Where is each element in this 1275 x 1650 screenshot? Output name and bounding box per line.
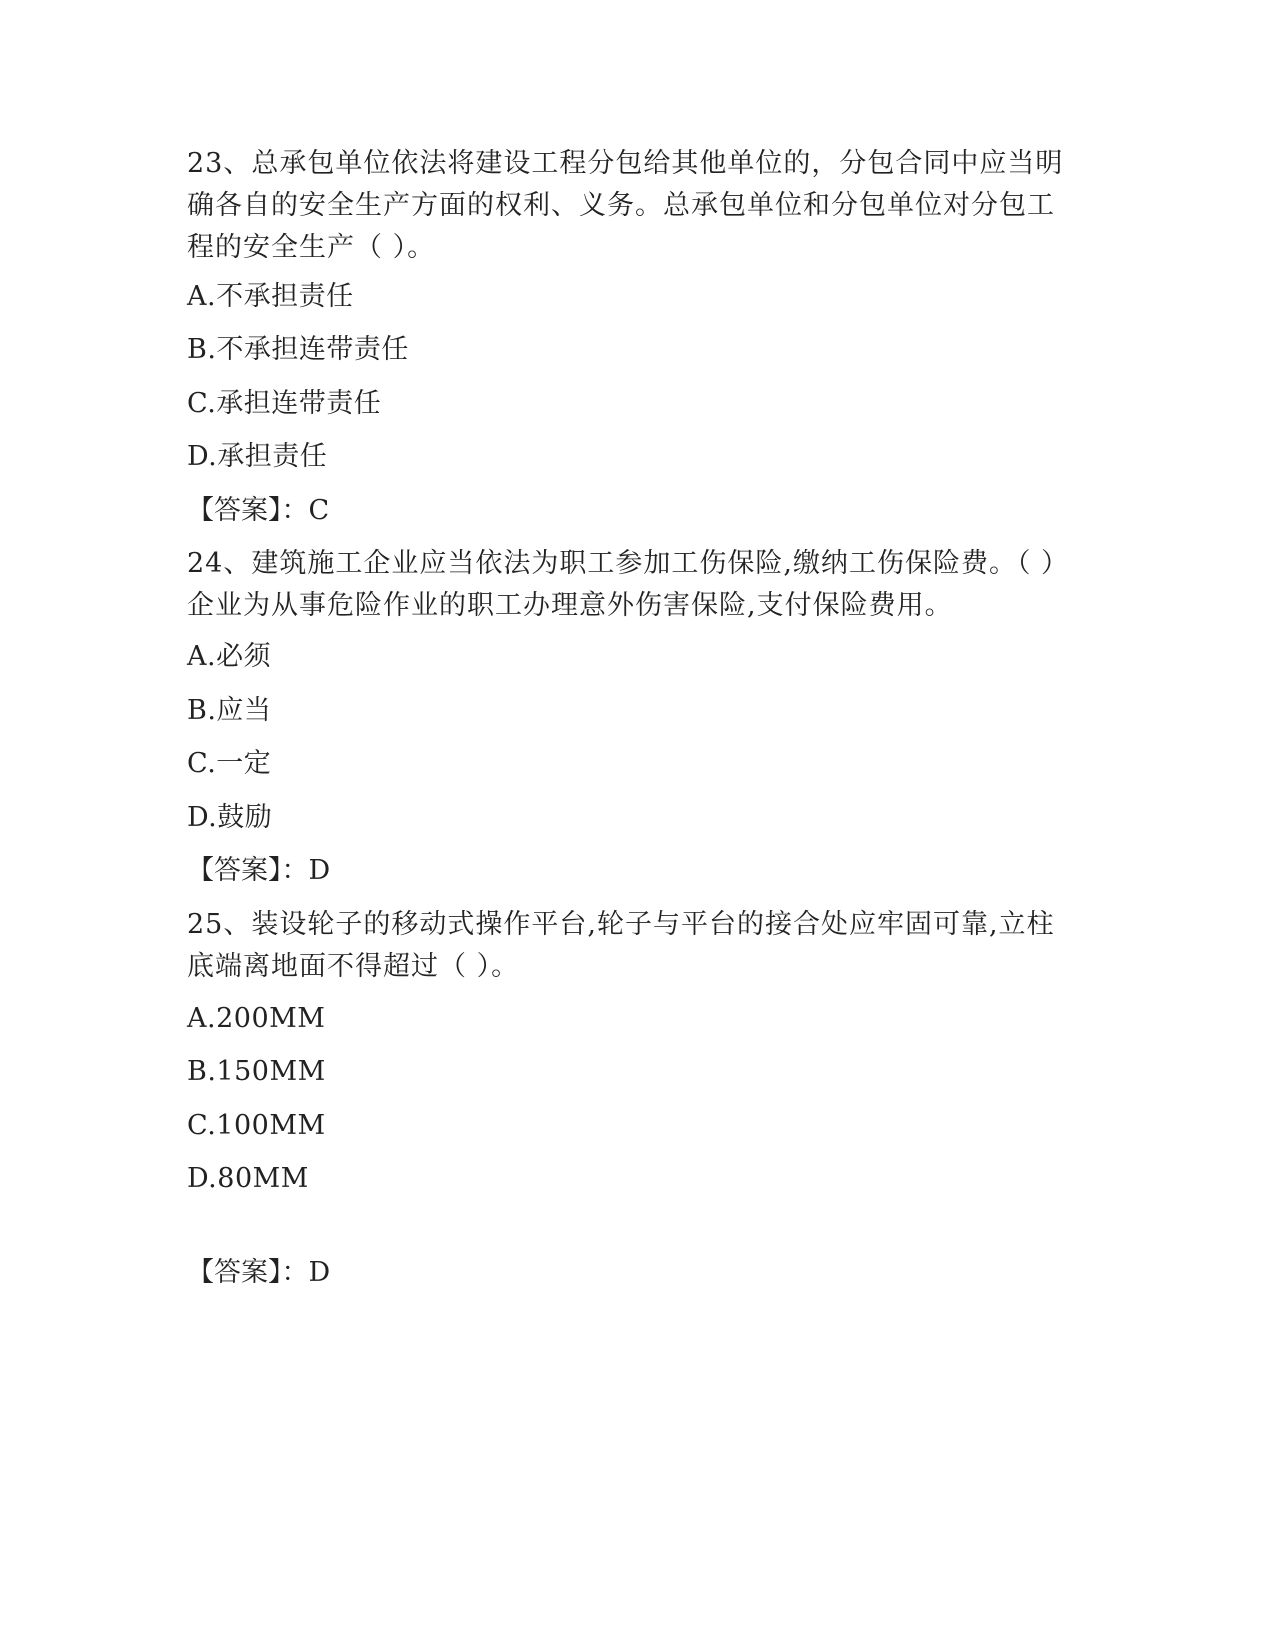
question-25-stem: 25、装设轮子的移动式操作平台,轮子与平台的接合处应牢固可靠,立柱底端离地面不得超过（ ）。 [187, 909, 1055, 982]
question-23-option-b: B.不承担连带责任 [187, 334, 409, 365]
question-24-answer: 【答案】：D [187, 855, 331, 886]
question-23-option-c: C.承担连带责任 [187, 388, 382, 419]
question-23-stem: 23、总承包单位依法将建设工程分包给其他单位的，分包合同中应当明确各自的安全生产方面的权利、义务。总承包单位和分包单位对分包工程的安全生产（ ）。 [187, 148, 1064, 263]
question-24-option-a: A.必须 [187, 641, 272, 672]
question-25-option-b: B.150MM [187, 1056, 326, 1087]
question-24-option-c: C.一定 [187, 748, 272, 779]
question-24-option-d: D.鼓励 [187, 802, 273, 833]
question-25-option-a: A.200MM [187, 1003, 326, 1034]
question-24-option-b: B.应当 [187, 695, 272, 726]
question-23-option-d: D.承担责任 [187, 441, 328, 472]
question-23-option-a: A.不承担责任 [187, 281, 354, 312]
question-23-answer: 【答案】：C [187, 495, 330, 526]
question-25-option-c: C.100MM [187, 1110, 326, 1141]
question-25-option-d: D.80MM [187, 1163, 309, 1194]
question-25-answer: 【答案】：D [187, 1257, 331, 1288]
question-24-stem: 24、建筑施工企业应当依法为职工参加工伤保险,缴纳工伤保险费。（ ）企业为从事危险作业的职工办理意外伤害保险,支付保险费用。 [187, 548, 1056, 621]
